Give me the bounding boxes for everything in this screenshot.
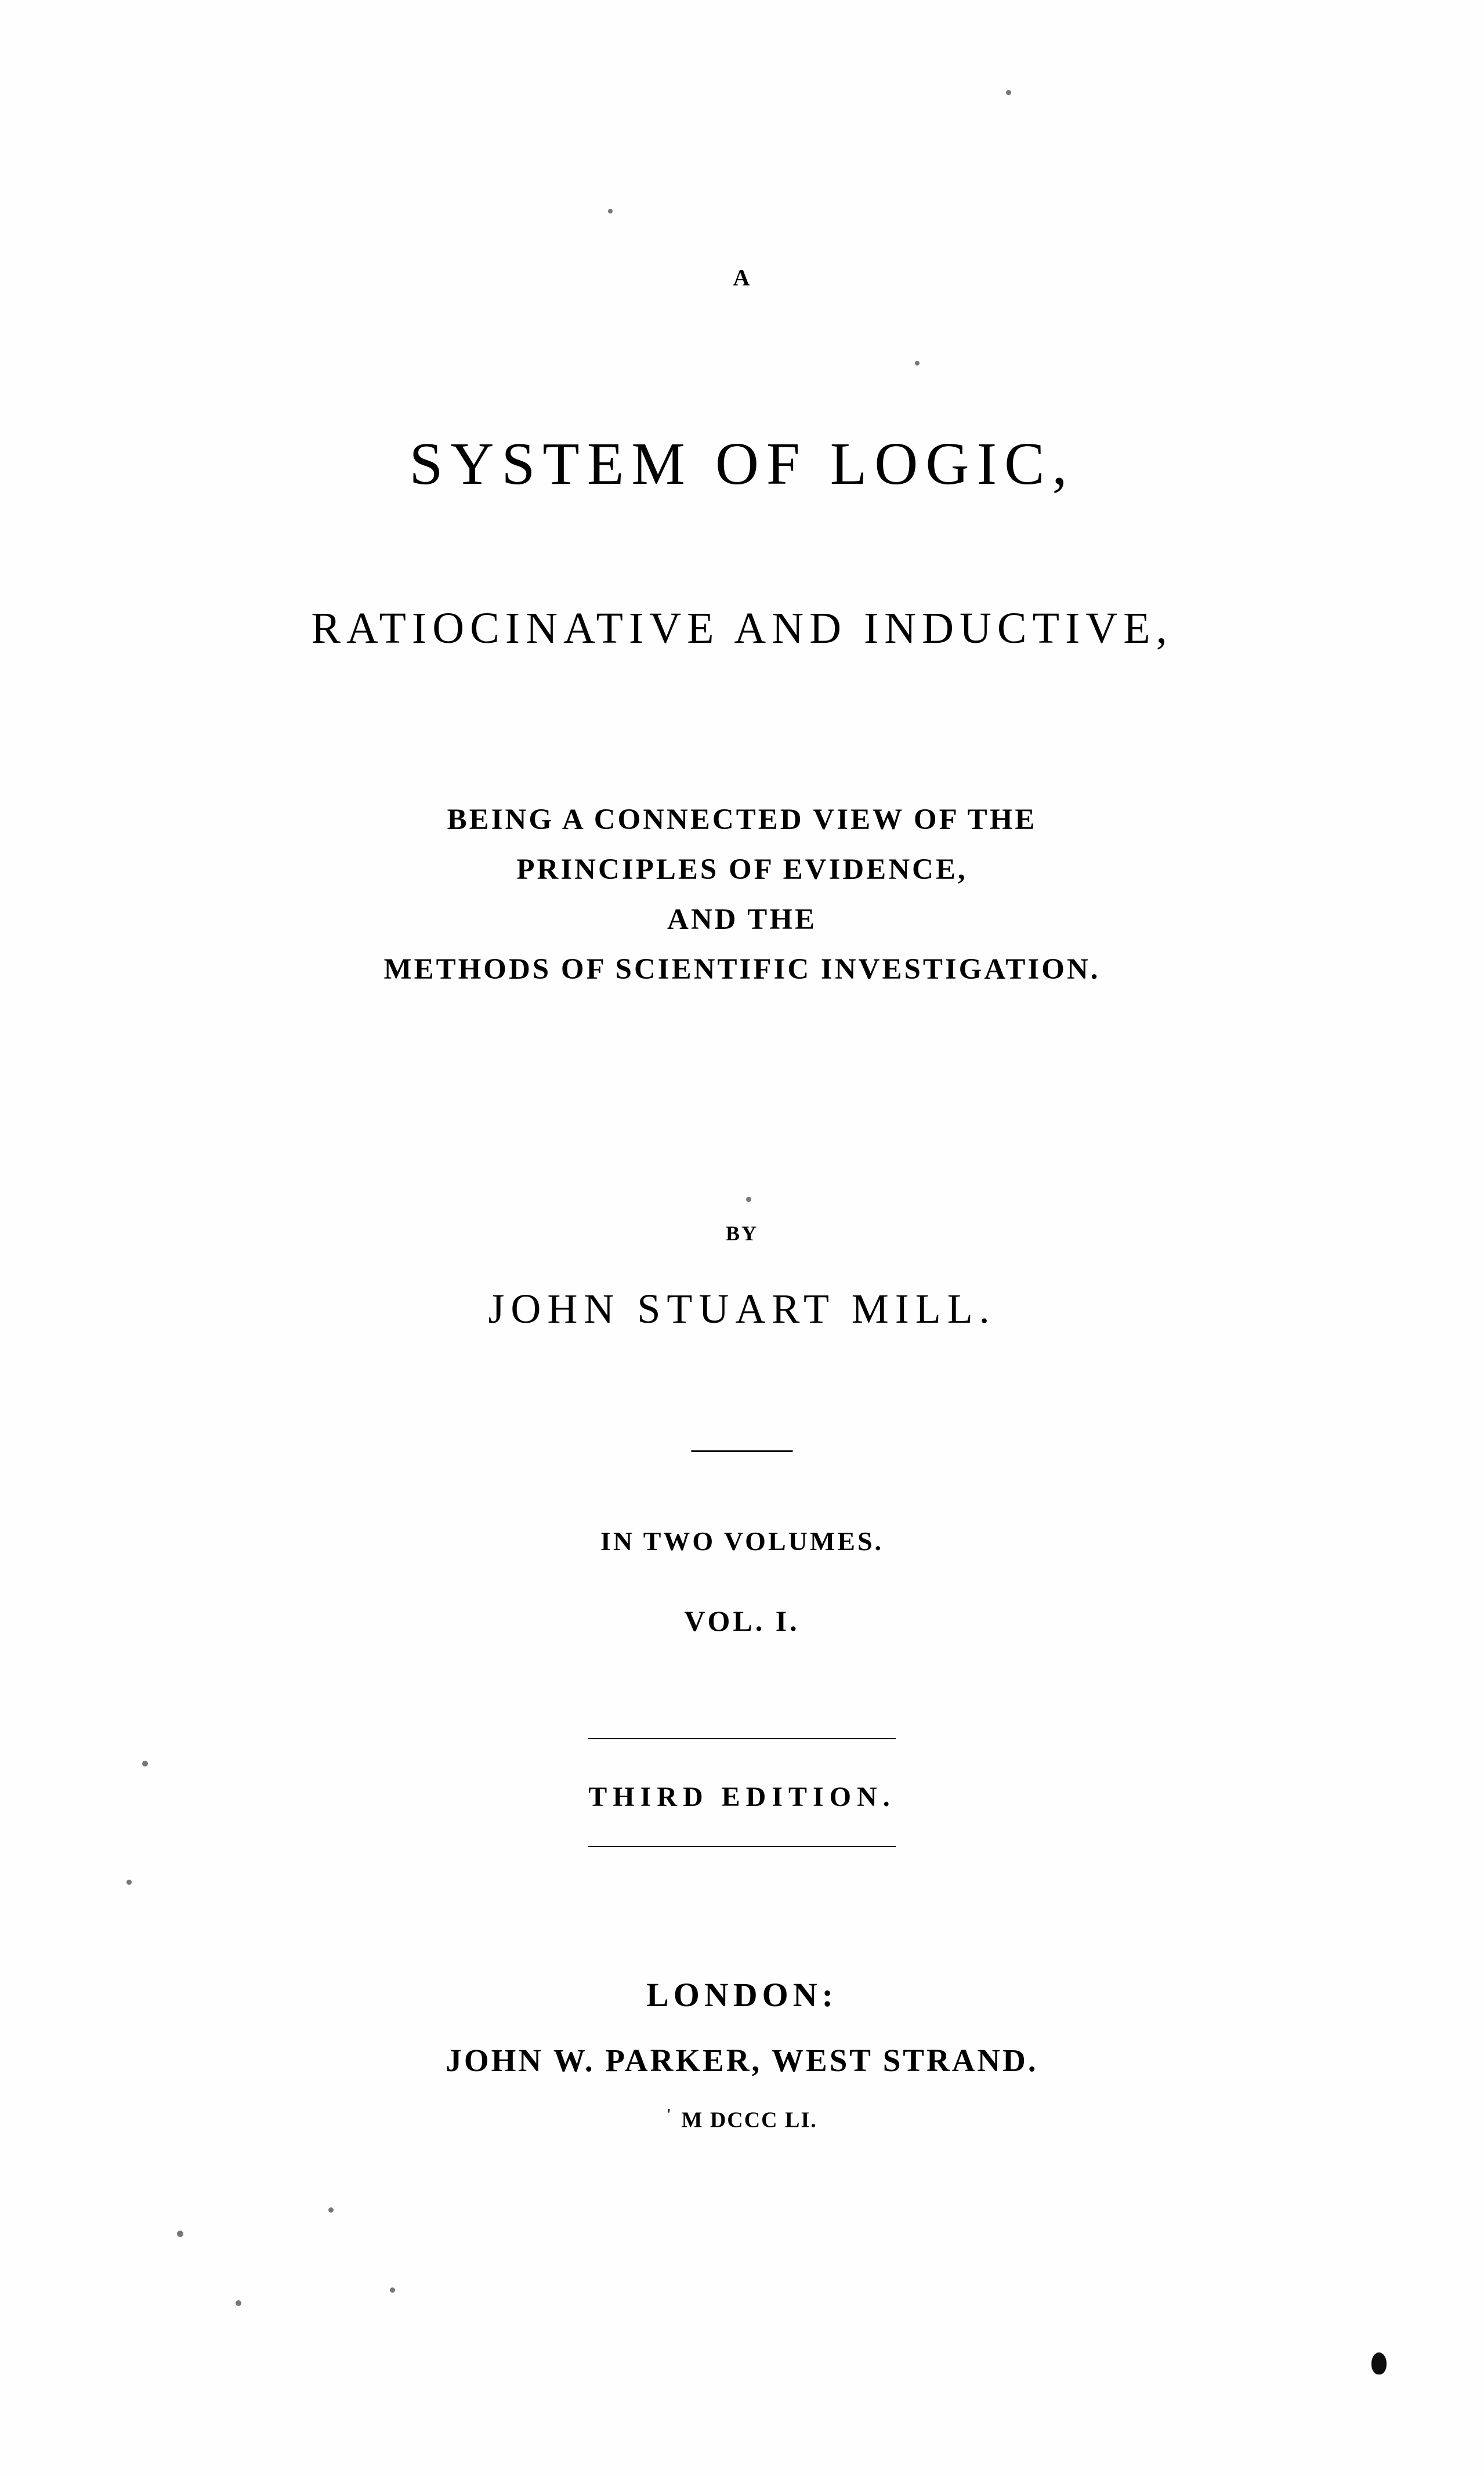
- description-line-2: PRINCIPLES OF EVIDENCE,: [516, 853, 968, 886]
- paper-speck: [142, 1761, 148, 1766]
- paper-speck: [390, 2287, 395, 2293]
- article-letter: A: [733, 265, 751, 291]
- volume-number: VOL. I.: [684, 1605, 800, 1637]
- divider-rule-short: [692, 1450, 793, 1452]
- paper-speck: [1006, 90, 1011, 95]
- publication-year: [0, 2106, 1484, 2133]
- by-label: BY: [725, 1222, 758, 1245]
- page-subtitle: RATIOCINATIVE AND INDUCTIVE,: [311, 604, 1173, 653]
- paper-speck: [126, 1880, 132, 1885]
- volumes-note: IN TWO VOLUMES.: [600, 1526, 884, 1556]
- paper-speck: [328, 2207, 334, 2213]
- description-line-4: METHODS OF SCIENTIFIC INVESTIGATION.: [383, 953, 1101, 986]
- paper-speck: [608, 209, 613, 213]
- paper-speck: [915, 361, 920, 365]
- description-line-1: BEING A CONNECTED VIEW OF THE: [447, 803, 1037, 836]
- publisher-name: JOHN W. PARKER, WEST STRAND.: [446, 2043, 1038, 2078]
- ink-blot-mark: [1371, 2352, 1387, 2374]
- edition-statement: THIRD EDITION.: [588, 1782, 896, 1812]
- publication-city: LONDON:: [646, 1976, 838, 2014]
- divider-rule-below-edition: [588, 1846, 896, 1847]
- paper-speck: [746, 1197, 751, 1202]
- paper-speck: [236, 2300, 241, 2306]
- page-title: SYSTEM OF LOGIC,: [409, 430, 1075, 497]
- author-name: JOHN STUART MILL.: [488, 1286, 996, 1332]
- stray-tick-mark: ': [667, 2106, 672, 2123]
- description-block: [0, 795, 1484, 994]
- description-line-3: AND THE: [667, 903, 817, 936]
- year-roman-numerals: M DCCC LI.: [681, 2108, 817, 2133]
- divider-rule-above-edition: [588, 1738, 896, 1739]
- paper-speck: [177, 2231, 183, 2237]
